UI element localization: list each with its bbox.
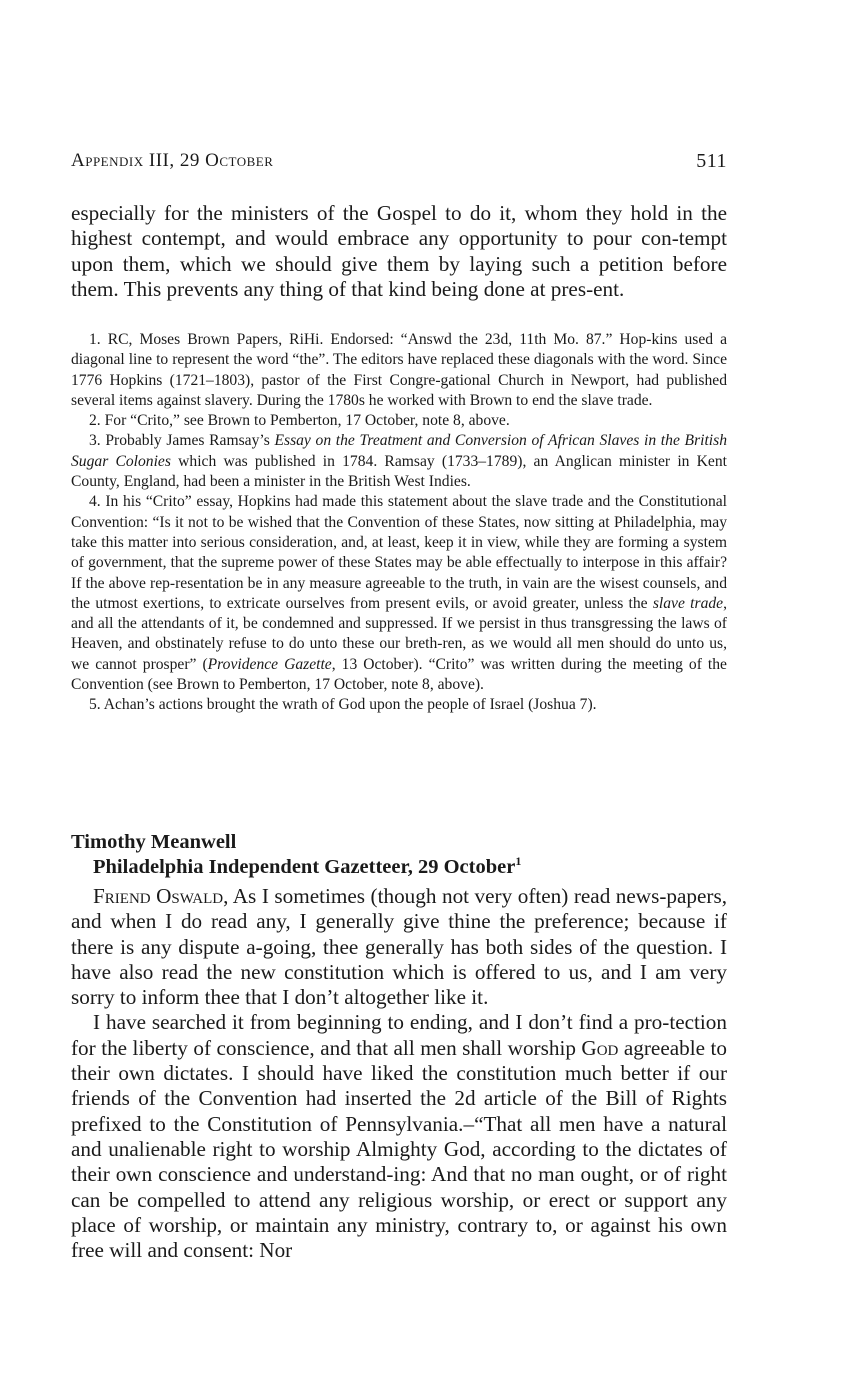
god-smallcaps: God xyxy=(581,1035,619,1060)
note-1: 1. RC, Moses Brown Papers, RiHi. Endorsed: “Answd the 23d, 11th Mo. 87.” Hop-kins used a diagonal line to represent the word “the”. The editors have replaced these diagonals with the word. Since 1776 Hopkins (1721–1803), pastor of the First Congre-gational Church in Newport, had published several items against slavery. During the 1780s he worked with Brown to end the slave trade. xyxy=(71,331,727,409)
paragraph-2-text-b: agreeable to their own dictates. I should have liked the constitution much better if our friends of the Convention had inserted the 2d article of the Bill of Rights prefixed to the Constitution of Pennsylvania.–“That all men have a natural and unalienable right to worship Almighty God, according to the dictates of their own conscience and understand-ing: And that no man ought, or of right can be compelled to attend any religious worship, or erect or support any place of worship, or maintain any ministry, contrary to, or against his own free will and consent: Nor xyxy=(71,1035,727,1263)
document-author: Timothy Meanwell xyxy=(71,831,237,853)
note-4-text-a: 4. In his “Crito” essay, Hopkins had made this statement about the slave trade and the Constitutional Convention: “Is it not to be wished that the Convention of these States, now sitting at Philadelphia, may take this matter into serious consideration, and, at least, keep it in view, while they are forming a system of government, that the supreme power of these States may be able effectually to interpose in this affair? If the above rep-resentation be in any measure agreeable to the truth, in vain are the wisest counsels, and the utmost exertions, to extricate ourselves from present evils, or avoid greater, unless the xyxy=(71,493,727,612)
note-4 xyxy=(71,492,727,695)
footnotes xyxy=(71,330,727,716)
letter-body xyxy=(71,884,727,1263)
note-5: 5. Achan’s actions brought the wrath of God upon the people of Israel (Joshua 7). xyxy=(89,696,597,714)
note-4-italic-gazette: Providence Gazette xyxy=(207,655,332,673)
note-3-book-title: Essay on the Treatment and Conversion of African Slaves in the British Sugar Colonies xyxy=(71,432,727,470)
document-heading xyxy=(71,830,727,880)
source-note-ref: 1 xyxy=(515,854,522,869)
paragraph-1-text: , As I sometimes (though not very often) read news-papers, and when I do read any, I generally give thine the preference; because if there is any dispute a-going, thee generally has both sides of the question. I have also read the new constitution which is offered to us, and I am very sorry to inform thee that I don’t altogether like it. xyxy=(71,884,728,1010)
continued-text: especially for the ministers of the Gospel to do it, whom they hold in the highest contempt, and would embrace any opportunity to pour con-tempt upon them, which we should give them by laying such a petition before them. This prevents any thing of that kind being done at pres-ent. xyxy=(71,201,727,301)
letter-paragraph-1 xyxy=(71,884,727,1010)
document-source xyxy=(71,855,727,880)
running-head xyxy=(71,150,727,176)
note-3 xyxy=(71,431,727,492)
note-3-text-b: which was published in 1784. Ramsay (1733–1789), an Anglican minister in Kent County, England, had been a minister in the British West Indies. xyxy=(71,452,727,491)
note-4-italic-slave-trade: slave trade xyxy=(652,594,724,612)
document-source-title: Philadelphia Independent Gazetteer, 29 October xyxy=(93,856,516,878)
note-2: 2. For “Crito,” see Brown to Pemberton, 17 October, note 8, above. xyxy=(89,412,510,430)
paragraph-2-text-a: I have searched it from beginning to ending, and I don’t find a pro-tection for the liberty of conscience, and that all men shall worship xyxy=(71,1010,727,1060)
letter-paragraph-2 xyxy=(71,1010,727,1263)
note-3-text-a: 3. Probably James Ramsay’s xyxy=(89,432,275,450)
page-number: 511 xyxy=(696,150,727,172)
salutation: Friend Oswald xyxy=(93,884,224,908)
note-4-text-b: , and all the attendants of it, be condemned and suppressed. If we persist in thus transgressing the laws of Heaven, and obstinately refuse to do unto these our breth-ren, as we would all men should do unto us, we cannot prosper” ( xyxy=(71,594,727,673)
note-4-text-c: , 13 October). “Crito” was written during the meeting of the Convention (see Brown to Pemberton, 17 October, note 8, above). xyxy=(71,655,727,694)
running-head-title: Appendix III, 29 October xyxy=(71,150,274,171)
continued-paragraph xyxy=(71,201,727,302)
